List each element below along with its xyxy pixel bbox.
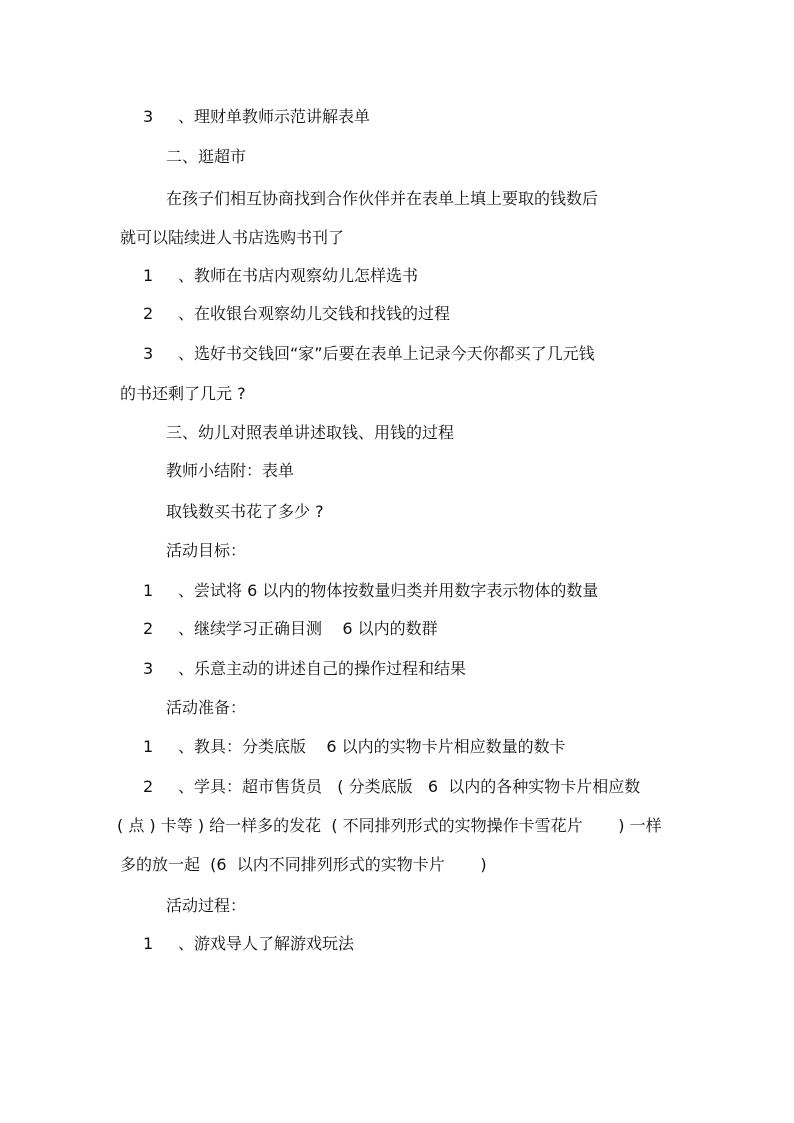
paragraph-line: 多的放一起 (6 以内不同排列形式的实物卡片 ) — [120, 855, 487, 874]
section-heading: 活动目标： — [166, 541, 247, 560]
section-heading: 活动过程： — [166, 896, 247, 915]
list-number: 2 — [143, 619, 154, 638]
list-number: 1 — [143, 266, 154, 285]
list-item-text: 、游戏导人了解游戏玩法 — [178, 934, 355, 953]
list-number: 3 — [143, 107, 154, 126]
list-item-text: 、教具：分类底版 6 以内的实物卡片相应数量的数卡 — [178, 737, 566, 756]
list-number: 1 — [143, 934, 154, 953]
list-number: 1 — [143, 581, 154, 600]
list-number: 1 — [143, 737, 154, 756]
section-heading: 三、幼儿对照表单讲述取钱、用钱的过程 — [166, 423, 455, 442]
list-item-text: 、学具：超市售货员 ( 分类底版 6 以内的各种实物卡片相应数 — [178, 777, 641, 796]
list-number: 3 — [143, 344, 154, 363]
section-heading: 二、逛超市 — [166, 147, 247, 166]
list-number: 3 — [143, 659, 154, 678]
list-number: 2 — [143, 777, 154, 796]
list-item-text: 、继续学习正确目测 6 以内的数群 — [178, 619, 438, 638]
paragraph-line: 在孩子们相互协商找到合作伙伴并在表单上填上要取的钱数后 — [166, 189, 599, 208]
list-item-text: 、选好书交钱回“家”后要在表单上记录今天你都买了几元钱 — [178, 344, 595, 363]
list-item-text: 、教师在书店内观察幼儿怎样选书 — [178, 266, 419, 285]
paragraph-line: ( 点 ) 卡等 ) 给一样多的发花 ( 不同排列形式的实物操作卡雪花片 ) 一样 — [117, 816, 662, 835]
list-item-text: 、尝试将 6 以内的物体按数量归类并用数字表示物体的数量 — [178, 581, 599, 600]
section-heading: 活动准备： — [166, 698, 247, 717]
paragraph-line: 的书还剩了几元 ? — [120, 384, 246, 403]
paragraph-line: 取钱数买书花了多少 ? — [166, 502, 324, 521]
list-number: 2 — [143, 304, 154, 323]
paragraph-line: 就可以陆续进人书店选购书刊了 — [120, 228, 345, 247]
paragraph-line: 教师小结附：表单 — [166, 461, 295, 480]
list-item-text: 、乐意主动的讲述自己的操作过程和结果 — [178, 659, 467, 678]
list-item-text: 、理财单教师示范讲解表单 — [178, 107, 371, 126]
list-item-text: 、在收银台观察幼儿交钱和找钱的过程 — [178, 304, 451, 323]
